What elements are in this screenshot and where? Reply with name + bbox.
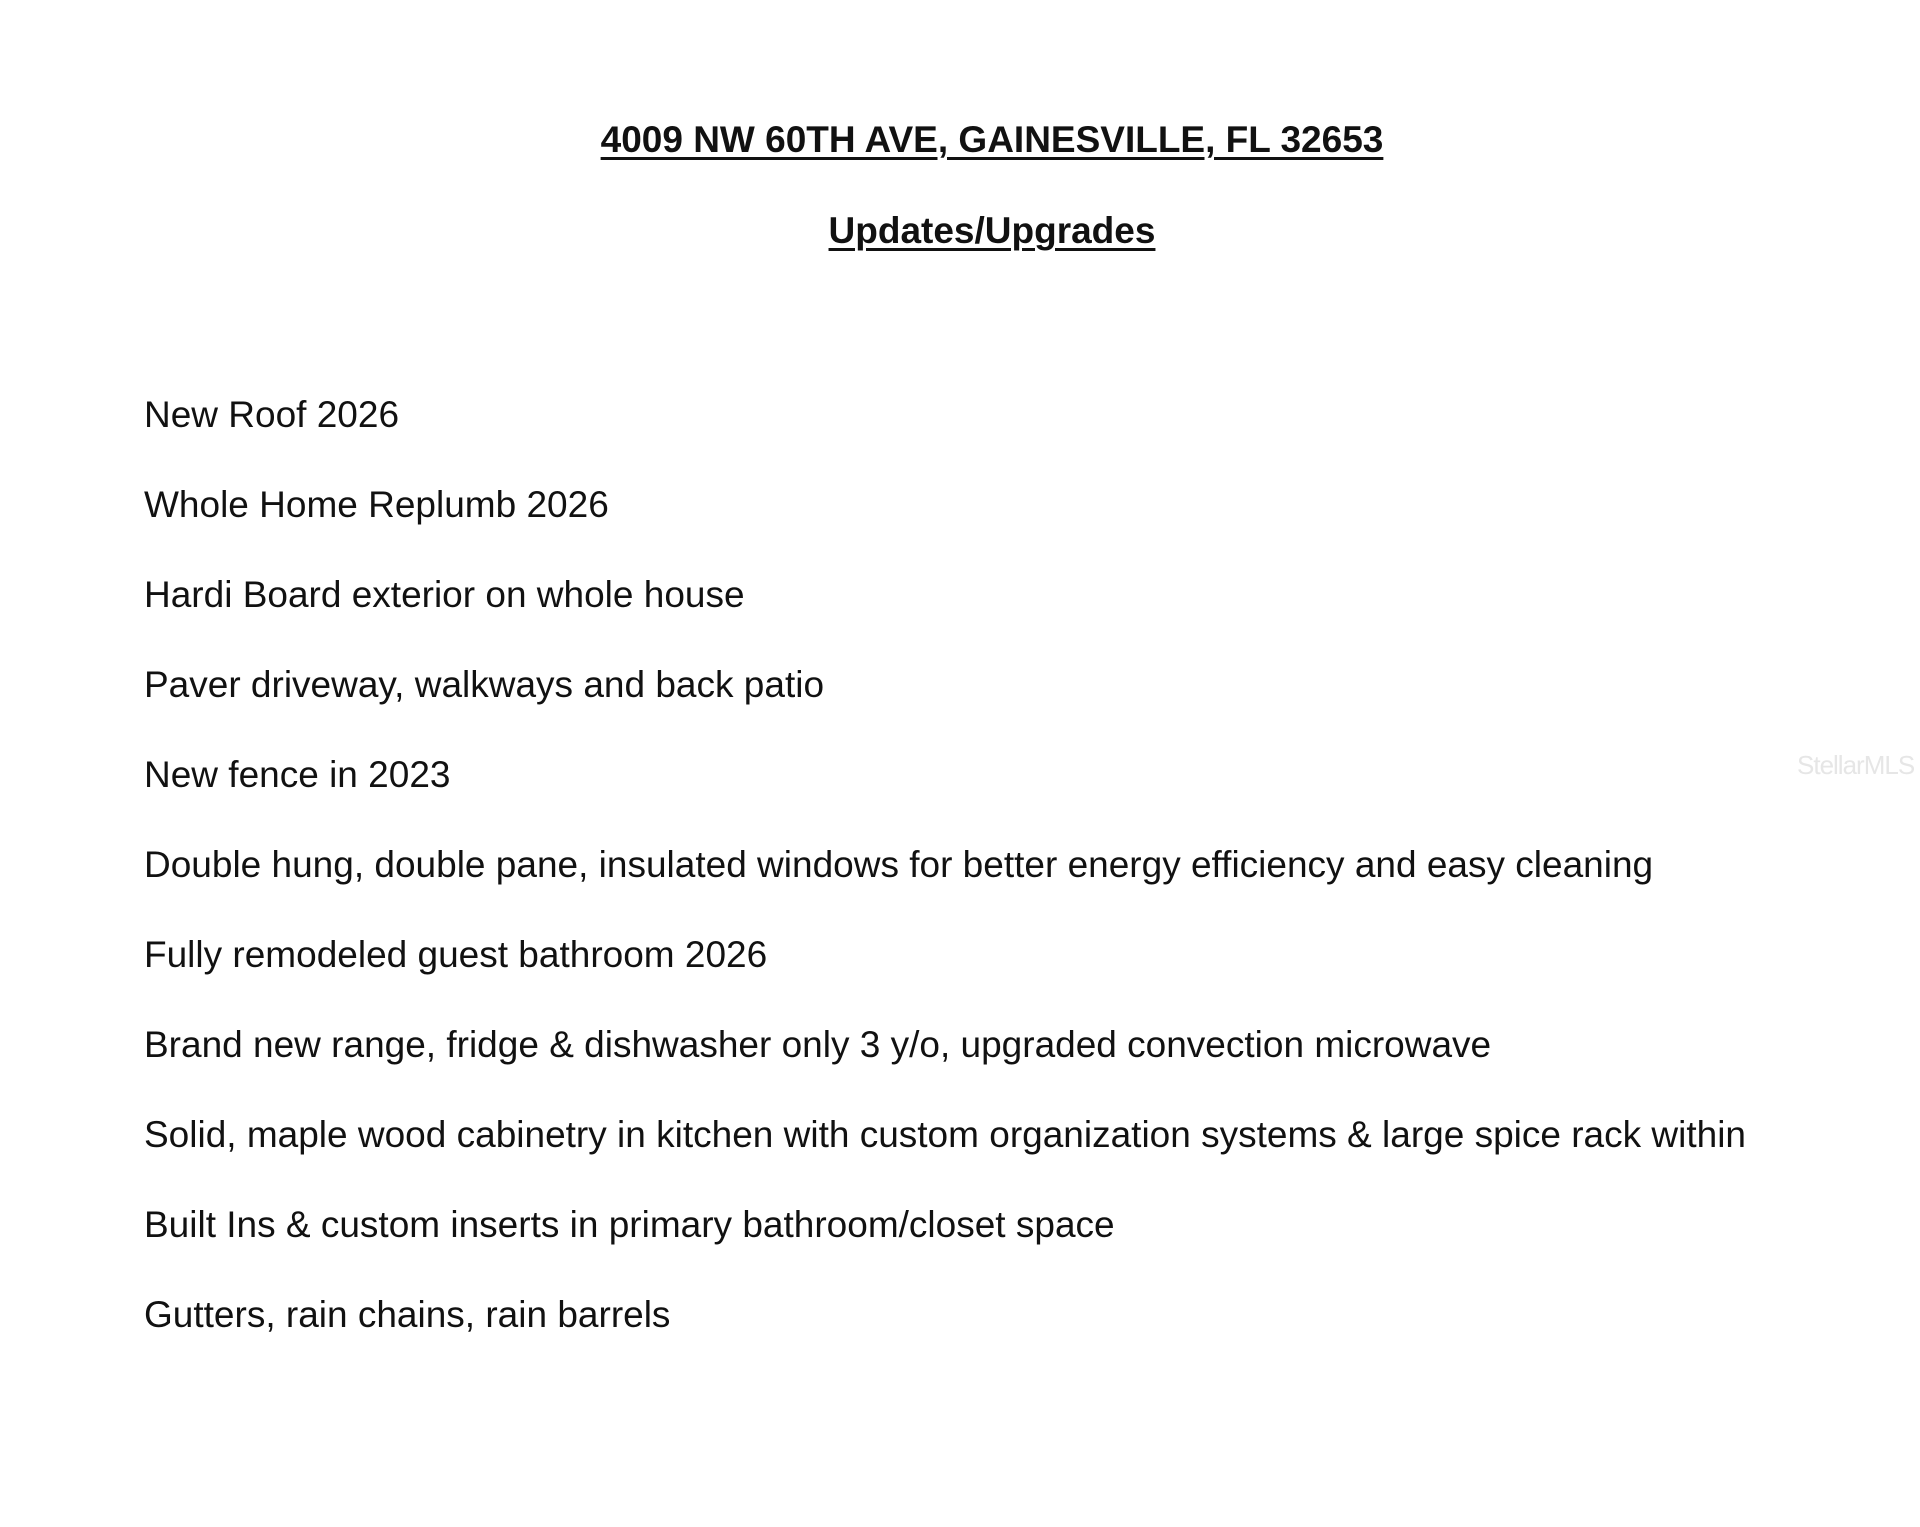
- list-item: New Roof 2026: [144, 394, 400, 435]
- list-item: Whole Home Replumb 2026: [144, 484, 609, 525]
- list-item: Brand new range, fridge & dishwasher only 3 y/o, upgraded convection microwave: [144, 1024, 1492, 1065]
- property-address: 4009 NW 60TH AVE, GAINESVILLE, FL 32653: [600, 119, 1384, 160]
- list-item: Solid, maple wood cabinetry in kitchen with custom organization systems & large spice rack within: [144, 1114, 1747, 1155]
- page-title: Updates/Upgrades: [828, 210, 1156, 251]
- upgrades-list: [144, 384, 1804, 1374]
- list-item: Paver driveway, walkways and back patio: [144, 664, 825, 705]
- watermark: StellarMLS: [1797, 750, 1915, 780]
- list-item: Hardi Board exterior on whole house: [144, 574, 745, 615]
- list-item: Double hung, double pane, insulated windows for better energy efficiency and easy cleaning: [144, 844, 1654, 885]
- list-item: Gutters, rain chains, rain barrels: [144, 1294, 671, 1335]
- list-item: Fully remodeled guest bathroom 2026: [144, 934, 768, 975]
- list-item: Built Ins & custom inserts in primary bathroom/closet space: [144, 1204, 1115, 1245]
- list-item: New fence in 2023: [144, 754, 451, 795]
